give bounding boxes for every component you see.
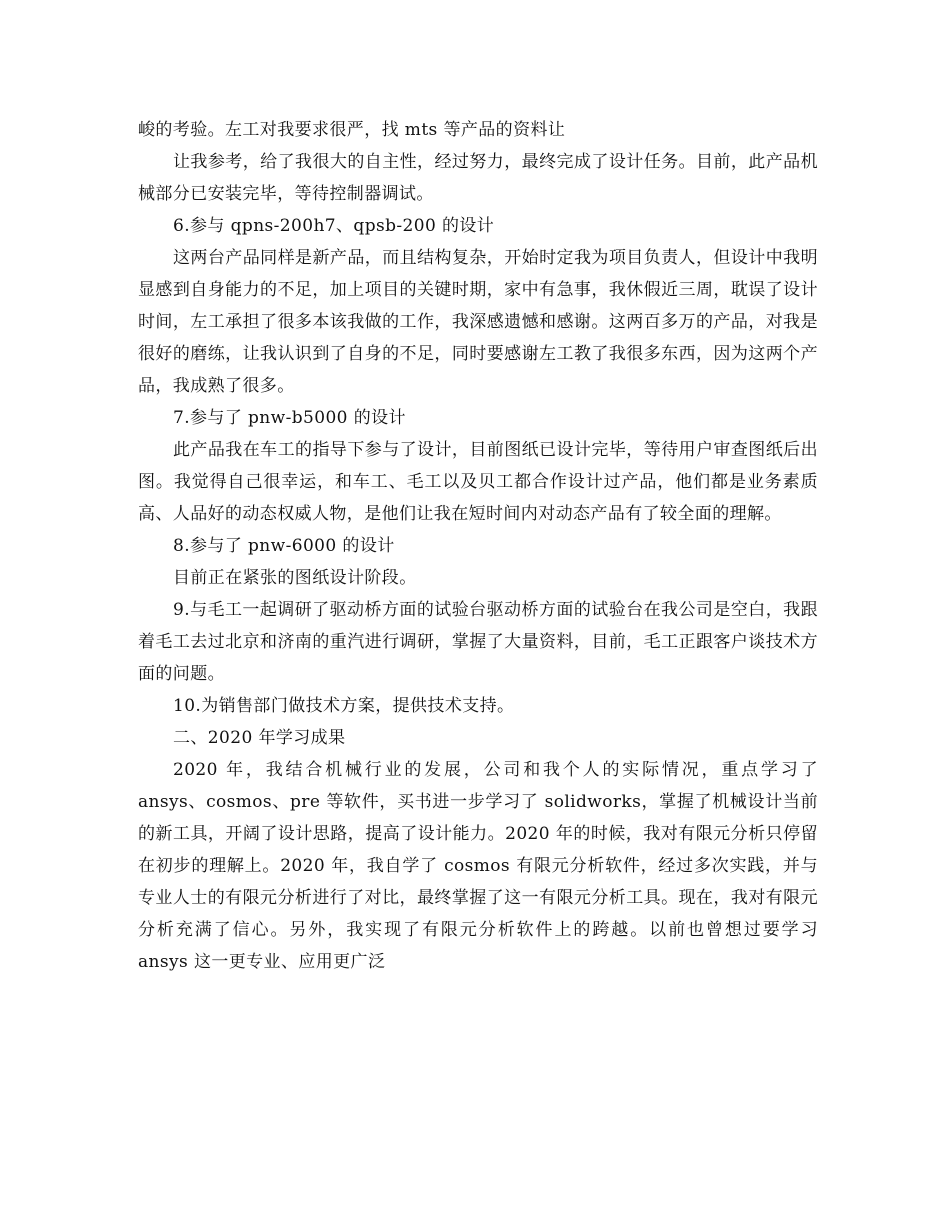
item-7-heading: 7.参与了 pnw-b5000 的设计 [173, 408, 406, 428]
paragraph-design-task: 让我参考，给了我很大的自主性，经过努力，最终完成了设计任务。目前，此产品机械部分已安装完毕，等待控制器调试。 [138, 152, 818, 204]
paragraph-learning: 2020 年，我结合机械行业的发展，公司和我个人的实际情况，重点学习了 ansys、cosmos、pre 等软件，买书进一步学习了 solidworks，掌握了机械设计当前的新工具，开阔了设计思路，提高了设计能力。2020 年的时候，我对有限元分析只停留在初步的理解上。2020 年，我自学了 cosmos 有限元分析软件，经过多次实践，并与专业人士的有限元分析进行了对比，最终掌握了这一有限元分析工具。现在，我对有限元分析充满了信心。另外，我实现了有限元分析软件上的跨越。以前也曾想过要学习 ansys 这一更专业、应用更广泛 [138, 760, 818, 972]
item-6-heading: 6.参与 qpns-200h7、qpsb-200 的设计 [173, 216, 495, 236]
section-heading-learning: 二、2020 年学习成果 [173, 728, 346, 748]
paragraph-item-10: 10.为销售部门做技术方案，提供技术支持。 [173, 696, 515, 716]
item-8-heading: 8.参与了 pnw-6000 的设计 [173, 536, 395, 556]
document-body [138, 114, 818, 978]
paragraph-item-8: 目前正在紧张的图纸设计阶段。 [173, 568, 417, 588]
paragraph-item-6: 这两台产品同样是新产品，而且结构复杂，开始时定我为项目负责人，但设计中我明显感到自身能力的不足，加上项目的关键时期，家中有急事，我休假近三周，耽误了设计时间，左工承担了很多本该我做的工作，我深感遗憾和感谢。这两百多万的产品，对我是很好的磨练，让我认识到了自身的不足，同时要感谢左工教了我很多东西，因为这两个产品，我成熟了很多。 [138, 248, 818, 396]
paragraph-item-7: 此产品我在车工的指导下参与了设计，目前图纸已设计完毕，等待用户审查图纸后出图。我觉得自己很幸运，和车工、毛工以及贝工都合作设计过产品，他们都是业务素质高、人品好的动态权威人物，是他们让我在短时间内对动态产品有了较全面的理解。 [138, 440, 818, 524]
paragraph-item-9: 9.与毛工一起调研了驱动桥方面的试验台驱动桥方面的试验台在我公司是空白，我跟着毛工去过北京和济南的重汽进行调研，掌握了大量资料，目前，毛工正跟客户谈技术方面的问题。 [138, 600, 818, 684]
paragraph-continuation: 峻的考验。左工对我要求很严，找 mts 等产品的资料让 [138, 120, 566, 140]
